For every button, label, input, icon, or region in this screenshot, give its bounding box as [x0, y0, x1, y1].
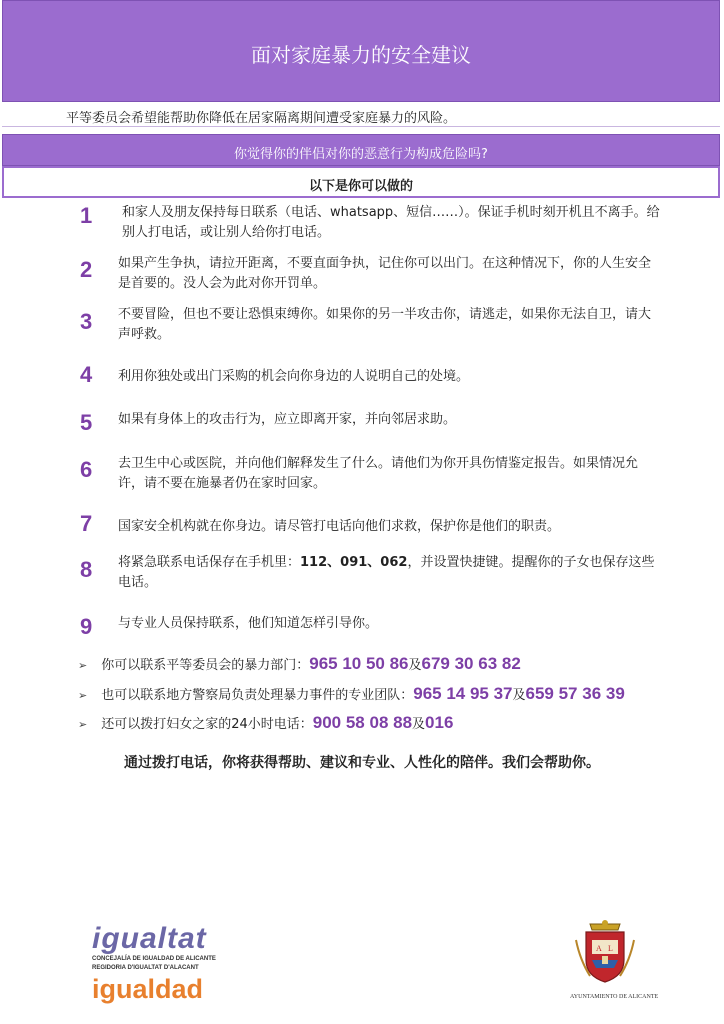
tip-number: 2 — [80, 257, 93, 282]
contact-line — [78, 713, 453, 733]
tip-text: 和家人及朋友保持每日联系（电话、whatsapp、短信……）。保证手机时刻开机且不离手。给别人打电话，或让别人给你打电话。 — [122, 205, 660, 240]
contact-line — [78, 684, 625, 704]
crest-caption: AYUNTAMIENTO DE ALICANTE — [570, 994, 659, 1000]
phone-number[interactable]: 016 — [425, 713, 454, 732]
page-title: 面对家庭暴力的安全建议 — [251, 43, 471, 67]
logo-subtitle: CONCEJALÍA DE IGUALDAD DE ALICANTE — [92, 956, 216, 962]
contact-sep: 及 — [412, 717, 426, 732]
svg-text:A: A — [596, 944, 602, 953]
coat-of-arms-icon — [570, 920, 640, 986]
arrow-bullet-icon: ➢ — [78, 718, 88, 731]
tip-number: 6 — [80, 457, 93, 482]
logo-wordmark-bottom: igualdad — [92, 974, 204, 1004]
igualtat-logo — [92, 924, 232, 1004]
header-banner — [2, 0, 720, 102]
phone-number[interactable]: 679 30 63 82 — [421, 654, 521, 673]
tip-text: 如果有身体上的攻击行为，应立即离开家，并向邻居求助。 — [118, 412, 457, 427]
tip-text: 利用你独处或出门采购的机会向你身边的人说明自己的处境。 — [118, 369, 470, 384]
divider — [2, 126, 720, 127]
contact-label: 还可以拨打妇女之家的24小时电话： — [101, 717, 313, 732]
tip-text: 去卫生中心或医院，并向他们解释发生了什么。请他们为你开具伤情鉴定报告。如果情况允许，请不要在施暴者仍在家时回家。 — [118, 456, 639, 491]
tip-text: 国家安全机构就在你身边。请尽管打电话向他们求救，保护你是他们的职责。 — [118, 519, 561, 534]
tip-text: 如果产生争执，请拉开距离，不要直面争执，记住你可以出门。在这种情况下，你的人生安全是首要的。没人会为此对你开罚单。 — [118, 256, 652, 291]
arrow-bullet-icon: ➢ — [78, 659, 88, 672]
question-text: 你觉得你的伴侣对你的恶意行为构成危险吗? — [234, 147, 488, 162]
arrow-bullet-icon: ➢ — [78, 689, 88, 702]
tip-number: 8 — [80, 557, 93, 582]
intro-text: 平等委员会希望能帮助你降低在居家隔离期间遭受家庭暴力的风险。 — [66, 111, 457, 126]
tip-number: 4 — [80, 362, 93, 387]
tip-number: 9 — [80, 614, 93, 639]
tip-text: 与专业人员保持联系，他们知道怎样引导你。 — [118, 616, 379, 631]
todo-heading-box — [2, 166, 720, 198]
tip-text — [118, 553, 656, 593]
tip-number: 3 — [80, 309, 93, 334]
city-crest-logo — [570, 920, 659, 1000]
tip-number: 1 — [80, 203, 93, 228]
tip-number: 5 — [80, 410, 93, 435]
tip-text-part: ，并设置快捷键。提醒你的子女也保存这些电话。 — [118, 555, 655, 590]
question-banner — [2, 134, 720, 166]
todo-heading: 以下是你可以做的 — [308, 179, 413, 194]
phone-number[interactable]: 900 58 08 88 — [312, 713, 413, 732]
contact-sep: 及 — [408, 658, 422, 673]
phone-number[interactable]: 965 10 50 86 — [309, 654, 409, 673]
closing-statement: 通过拨打电话，你将获得帮助、建议和专业、人性化的陪伴。我们会帮助你。 — [124, 755, 600, 771]
tip-text: 不要冒险，但也不要让恐惧束缚你。如果你的另一半攻击你，请逃走，如果你无法自卫，请大声呼救。 — [118, 307, 652, 342]
contact-sep: 及 — [512, 688, 526, 703]
contact-line — [78, 654, 521, 674]
svg-text:L: L — [608, 944, 613, 953]
tip-number: 7 — [80, 511, 93, 536]
emergency-numbers: 112、091、062 — [300, 555, 408, 570]
contact-label: 你可以联系平等委员会的暴力部门： — [101, 658, 310, 673]
logo-wordmark-top: igualtat — [92, 922, 207, 955]
phone-number[interactable]: 965 14 95 37 — [413, 684, 513, 703]
logo-subtitle: REGIDORIA D'IGUALTAT D'ALACANT — [92, 965, 199, 971]
tip-text-part: 将紧急联系电话保存在手机里： — [118, 555, 301, 570]
phone-number[interactable]: 659 57 36 39 — [525, 684, 625, 703]
contact-label: 也可以联系地方警察局负责处理暴力事件的专业团队： — [101, 688, 414, 703]
